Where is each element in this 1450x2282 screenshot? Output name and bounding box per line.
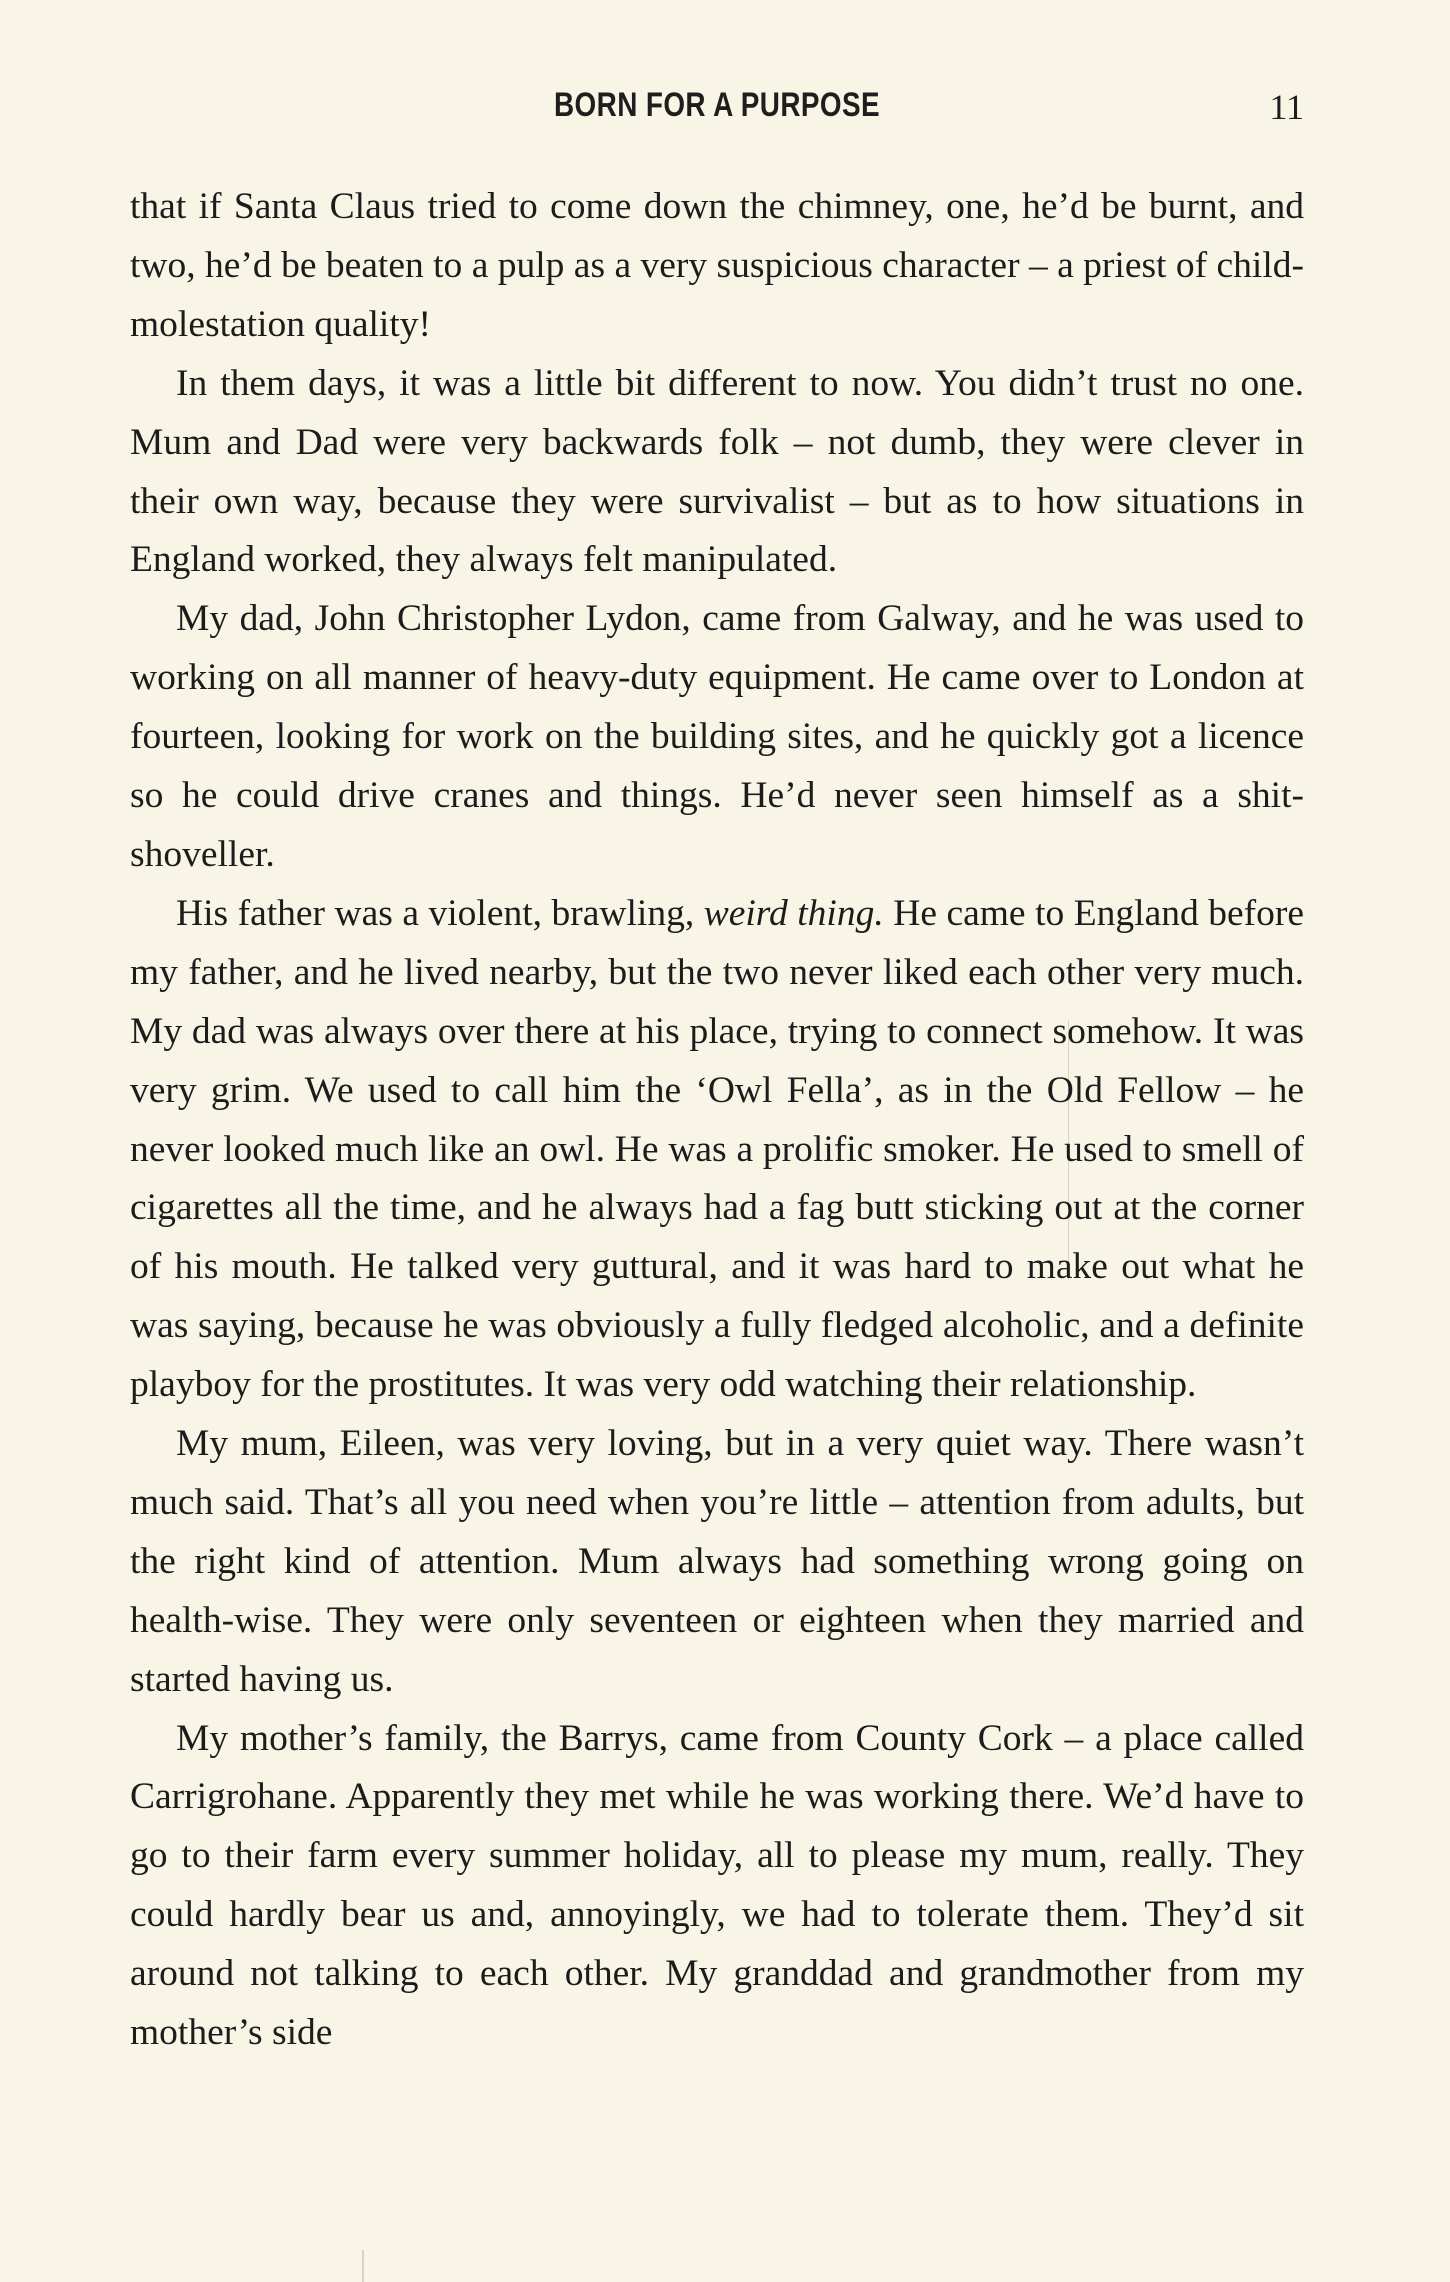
page-number: 11	[1269, 87, 1304, 127]
body-text	[130, 178, 1304, 2063]
paragraph: My dad, John Christopher Lydon, came from Galway, and he was used to working on all manner of heavy-duty equipment. He came over to London at fourteen, looking for work on the building sites, and he quickly got a licence so he could drive cranes and things. He’d never seen himself as a shit-shoveller.	[130, 598, 1304, 875]
paragraph: My mother’s family, the Barrys, came from County Cork – a place called Carrigrohane. Apparently they met while he was working there. We’d have to go to their farm every summer holiday, all to please my mum, really. They could hardly bear us and, annoyingly, we had to tolerate them. They’d sit around not talking to each other. My granddad and grandmother from my mother’s side	[130, 1717, 1304, 2054]
page-header	[130, 86, 1304, 138]
paragraph: In them days, it was a little bit different to now. You didn’t trust no one. Mum and Dad were very backwards folk – not dumb, they were clever in their own way, because they were survivalist – but as to how situations in England worked, they always felt manipulated.	[130, 362, 1304, 581]
paragraph-text: He came to England before my father, and he lived nearby, but the two never liked each other very much. My dad was always over there at his place, trying to connect somehow. It was very grim. We used to call him the ‘Owl Fella’, as in the Old Fellow – he never looked much like an owl. He was a prolific smoker. He used to smell of cigarettes all the time, and he always had a fag butt sticking out at the corner of his mouth. He talked very guttural, and it was hard to make out what he was saying, because he was obviously a fully fledged alcoholic, and a definite playboy for the prostitutes. It was very odd watching their relationship.	[130, 892, 1304, 1406]
scan-crease-line	[362, 2250, 364, 2282]
italic-phrase: weird thing.	[703, 892, 884, 934]
paragraph: that if Santa Claus tried to come down the chimney, one, he’d be burnt, and two, he’d be beaten to a pulp as a very suspicious character – a priest of child-molestation quality!	[130, 186, 1304, 345]
paragraph: My mum, Eileen, was very loving, but in a very quiet way. There wasn’t much said. That’s all you need when you’re little – attention from adults, but the right kind of attention. Mum always had something wrong going on health-wise. They were only seventeen or eighteen when they married and started having us.	[130, 1423, 1304, 1700]
paragraph	[130, 885, 1304, 1415]
paragraph-text: His father was a violent, brawling,	[176, 892, 704, 934]
running-head: BORN FOR A PURPOSE	[554, 86, 880, 124]
